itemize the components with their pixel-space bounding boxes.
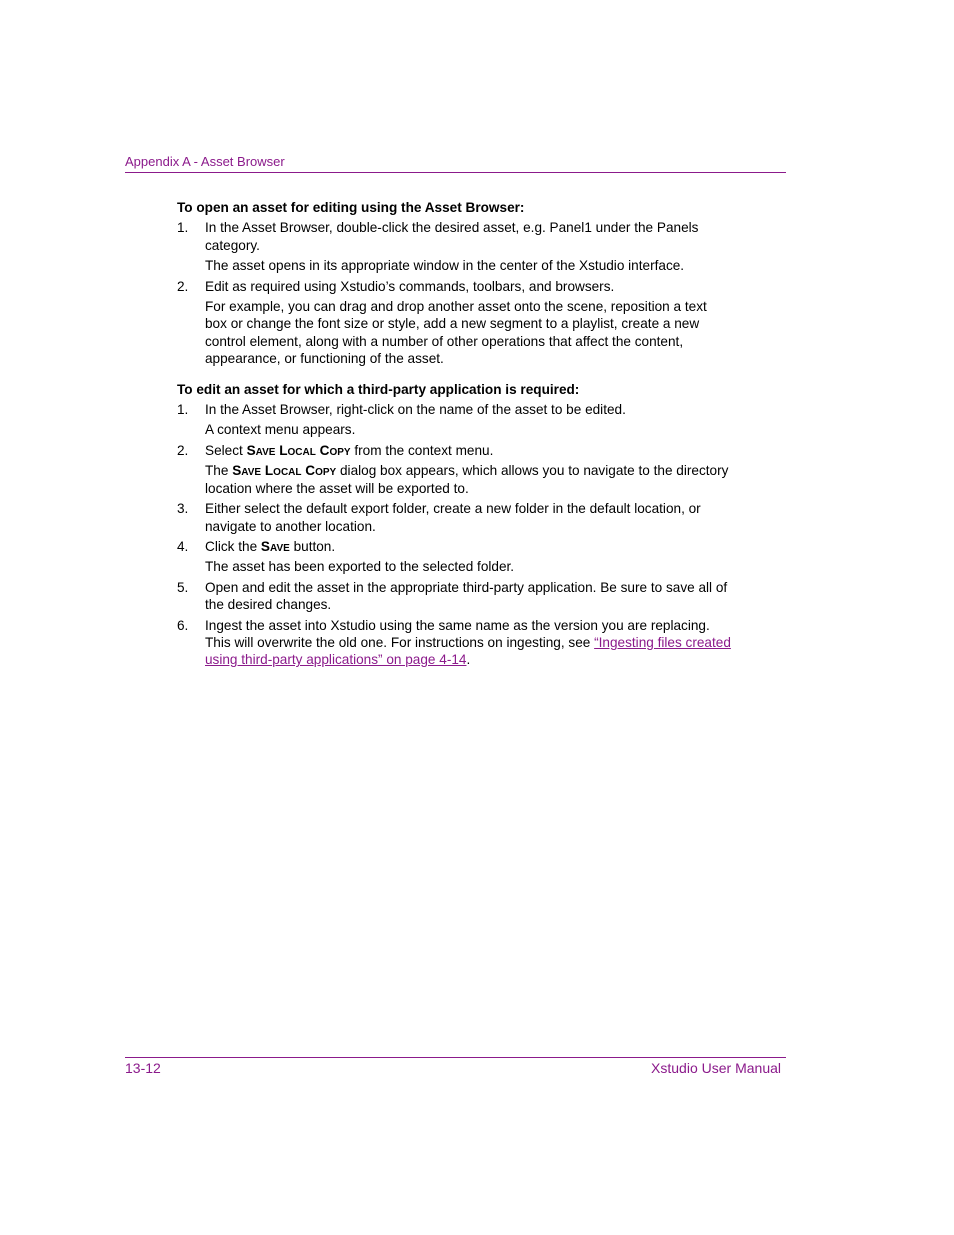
list-item — [177, 219, 732, 254]
step-note: The asset has been exported to the selected folder. — [205, 559, 515, 575]
step-number: 3. — [177, 501, 189, 517]
command-name: Save Local Copy — [232, 463, 337, 479]
list-item — [177, 278, 732, 295]
list-item — [177, 500, 732, 535]
step-note: The Save Local Copy dialog box appears, which allows you to navigate to the directory location where the asset will be exported to. — [205, 463, 729, 496]
step-text: Open and edit the asset in the appropriate third-party application. Be sure to save all of the desired changes. — [205, 579, 728, 613]
step-text: In the Asset Browser, right-click on the name of the asset to be edited. — [205, 402, 626, 418]
list-item — [177, 442, 732, 459]
step-text: Either select the default export folder, create a new folder in the default location, or navigate to another location. — [205, 501, 701, 534]
step-number: 2. — [177, 278, 189, 294]
step-text: Edit as required using Xstudio’s commands, toolbars, and browsers. — [205, 278, 615, 294]
step-note: For example, you can drag and drop another asset onto the scene, reposition a text box or change the font size or style, add a new segment to a playlist, create a new control element, along with a number of other operations that affect the content, appearance, or functioning of the asset. — [205, 299, 707, 367]
step-text: In the Asset Browser, double-click the desired asset, e.g. Panel1 under the Panels category. — [205, 220, 699, 253]
step-note: A context menu appears. — [205, 422, 356, 438]
step-number: 6. — [177, 617, 189, 633]
step-text: Select Save Local Copy from the context menu. — [205, 442, 494, 458]
step-number: 5. — [177, 579, 189, 595]
list-item — [177, 538, 732, 555]
step-note: The asset opens in its appropriate window in the center of the Xstudio interface. — [205, 258, 685, 274]
step-text: Ingest the asset into Xstudio using the same name as the version you are replacing. This will overwrite the old one. For instructions on ingesting, see “Ingesting files created using third-party applications” on page 4-14. — [205, 617, 731, 668]
step-text: Click the Save button. — [205, 538, 336, 554]
command-name: Save — [260, 538, 290, 554]
step-number: 2. — [177, 442, 189, 458]
step-number: 4. — [177, 538, 189, 554]
footer-rule — [125, 1057, 786, 1058]
page-content — [177, 199, 732, 672]
step-number: 1. — [177, 402, 189, 418]
header-rule — [125, 172, 786, 173]
page-number: 13-12 — [125, 1060, 161, 1076]
list-item — [177, 579, 732, 614]
procedure-title: To edit an asset for which a third-party application is required: — [177, 381, 580, 397]
manual-title: Xstudio User Manual — [651, 1060, 781, 1076]
command-name: Save Local Copy — [246, 442, 351, 458]
cross-reference-link[interactable]: “Ingesting files created using third-party applications” on page 4-14 — [205, 634, 731, 668]
procedure-title: To open an asset for editing using the Asset Browser: — [177, 200, 525, 215]
step-number: 1. — [177, 220, 189, 236]
list-item — [177, 617, 732, 669]
list-item — [177, 401, 732, 418]
running-header: Appendix A - Asset Browser — [125, 154, 285, 169]
